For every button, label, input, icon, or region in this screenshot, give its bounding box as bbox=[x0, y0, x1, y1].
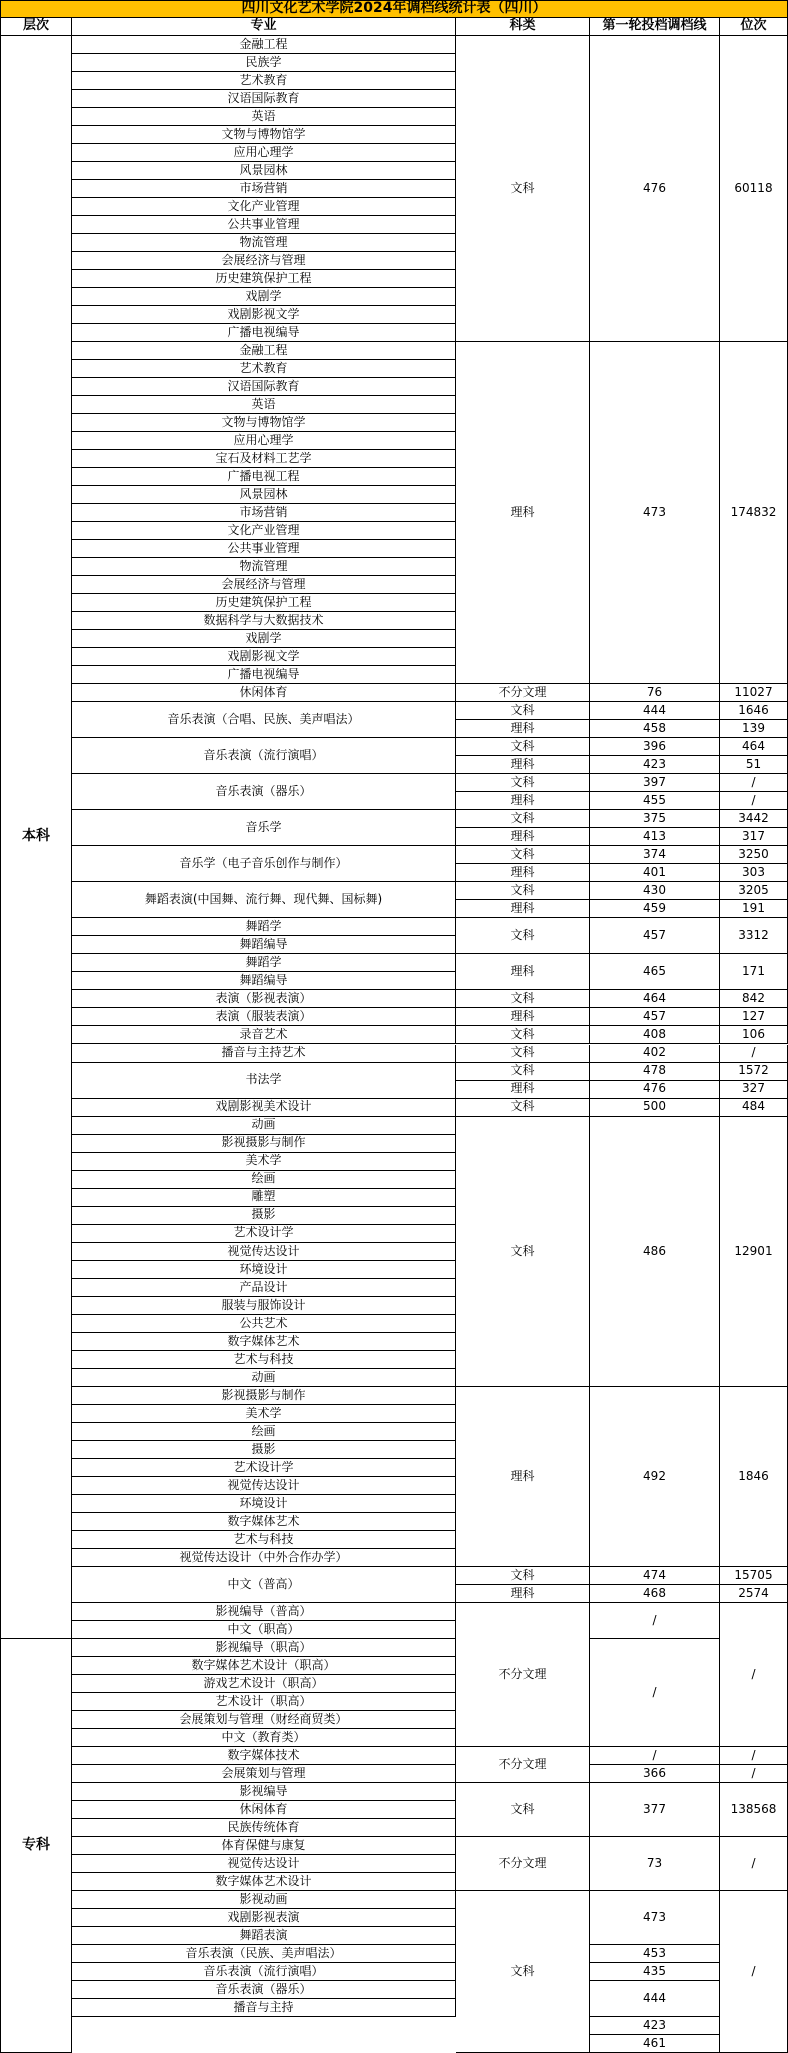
major-cell: 数据科学与大数据技术 bbox=[72, 612, 456, 630]
category-cell: 文科 bbox=[456, 918, 590, 954]
rank-cell: 60118 bbox=[720, 36, 788, 342]
category-cell: 理科 bbox=[456, 756, 590, 774]
score-cell: 375 bbox=[590, 810, 720, 828]
score-cell: 453 bbox=[590, 1945, 720, 1963]
major-cell: 广播电视工程 bbox=[72, 468, 456, 486]
major-cell: 物流管理 bbox=[72, 558, 456, 576]
category-cell: 文科 bbox=[456, 882, 590, 900]
category-cell: 文科 bbox=[456, 1045, 590, 1063]
major-cell: 公共事业管理 bbox=[72, 216, 456, 234]
major-cell: 书法学 bbox=[72, 1063, 456, 1099]
rank-cell: 106 bbox=[720, 1026, 788, 1044]
major-cell: 英语 bbox=[72, 396, 456, 414]
rank-cell: 191 bbox=[720, 900, 788, 918]
rank-cell: 3205 bbox=[720, 882, 788, 900]
rank-cell: 464 bbox=[720, 738, 788, 756]
rank-cell: 1572 bbox=[720, 1063, 788, 1081]
score-cell: 366 bbox=[590, 1765, 720, 1783]
major-cell: 金融工程 bbox=[72, 342, 456, 360]
rank-cell: / bbox=[720, 1837, 788, 1891]
rank-cell: 139 bbox=[720, 720, 788, 738]
major-cell: 音乐表演（民族、美声唱法） bbox=[72, 1945, 456, 1963]
score-cell: 73 bbox=[590, 1837, 720, 1891]
category-cell: 文科 bbox=[456, 702, 590, 720]
score-cell: 423 bbox=[590, 756, 720, 774]
major-cell: 绘画 bbox=[72, 1171, 456, 1189]
major-cell: 音乐表演（器乐） bbox=[72, 774, 456, 810]
major-cell: 数字媒体艺术 bbox=[72, 1513, 456, 1531]
major-cell: 体育保健与康复 bbox=[72, 1837, 456, 1855]
major-cell: 中文（普高） bbox=[72, 1567, 456, 1603]
major-cell: 市场营销 bbox=[72, 504, 456, 522]
category-cell: 理科 bbox=[456, 342, 590, 684]
major-cell: 舞蹈学 bbox=[72, 954, 456, 972]
major-cell: 数字媒体技术 bbox=[72, 1747, 456, 1765]
rank-cell: 1846 bbox=[720, 1387, 788, 1567]
category-cell: 文科 bbox=[456, 1063, 590, 1081]
score-cell: 401 bbox=[590, 864, 720, 882]
major-cell: 数字媒体艺术 bbox=[72, 1333, 456, 1351]
rank-cell: 174832 bbox=[720, 342, 788, 684]
major-cell: 视觉传达设计 bbox=[72, 1243, 456, 1261]
major-cell: 影视编导（普高） bbox=[72, 1603, 456, 1621]
major-cell: 风景园林 bbox=[72, 162, 456, 180]
major-cell: 戏剧学 bbox=[72, 288, 456, 306]
major-cell: 动画 bbox=[72, 1369, 456, 1387]
major-cell: 播音与主持艺术 bbox=[72, 1045, 456, 1063]
major-cell: 艺术教育 bbox=[72, 72, 456, 90]
major-cell: 会展经济与管理 bbox=[72, 252, 456, 270]
category-cell: 理科 bbox=[456, 1081, 590, 1099]
major-cell: 音乐表演（流行演唱） bbox=[72, 1963, 456, 1981]
major-cell: 视觉传达设计 bbox=[72, 1855, 456, 1873]
category-cell: 理科 bbox=[456, 828, 590, 846]
rank-cell: 3312 bbox=[720, 918, 788, 954]
score-cell: 464 bbox=[590, 990, 720, 1008]
score-cell: 457 bbox=[590, 1008, 720, 1026]
rank-cell: / bbox=[720, 774, 788, 792]
rank-cell: 171 bbox=[720, 954, 788, 990]
category-cell: 不分文理 bbox=[456, 1747, 590, 1783]
score-cell: 397 bbox=[590, 774, 720, 792]
score-cell: 486 bbox=[590, 1117, 720, 1387]
major-cell: 应用心理学 bbox=[72, 144, 456, 162]
category-cell: 不分文理 bbox=[456, 1837, 590, 1891]
major-cell: 戏剧影视表演 bbox=[72, 1909, 456, 1927]
major-cell: 汉语国际教育 bbox=[72, 90, 456, 108]
category-cell: 文科 bbox=[456, 1099, 590, 1117]
level-benke: 本科 bbox=[0, 36, 72, 1639]
score-cell: 458 bbox=[590, 720, 720, 738]
major-cell: 音乐表演（器乐） bbox=[72, 1981, 456, 1999]
major-cell: 美术学 bbox=[72, 1405, 456, 1423]
rank-cell: / bbox=[720, 1891, 788, 2053]
major-cell: 舞蹈编导 bbox=[72, 936, 456, 954]
major-cell: 绘画 bbox=[72, 1423, 456, 1441]
major-cell: 民族学 bbox=[72, 54, 456, 72]
score-cell: 473 bbox=[590, 342, 720, 684]
major-cell: 服装与服饰设计 bbox=[72, 1297, 456, 1315]
major-cell: 音乐学（电子音乐创作与制作） bbox=[72, 846, 456, 882]
rank-cell: 138568 bbox=[720, 1783, 788, 1837]
major-cell: 数字媒体艺术设计（职高） bbox=[72, 1657, 456, 1675]
category-cell: 文科 bbox=[456, 1783, 590, 1837]
major-cell: 艺术教育 bbox=[72, 360, 456, 378]
category-cell: 文科 bbox=[456, 1026, 590, 1044]
category-cell: 理科 bbox=[456, 900, 590, 918]
rank-cell: 2574 bbox=[720, 1585, 788, 1603]
major-cell: 历史建筑保护工程 bbox=[72, 594, 456, 612]
major-cell: 民族传统体育 bbox=[72, 1819, 456, 1837]
score-cell: 396 bbox=[590, 738, 720, 756]
major-cell: 影视摄影与制作 bbox=[72, 1135, 456, 1153]
category-cell: 文科 bbox=[456, 1891, 590, 2053]
major-cell: 舞蹈表演 bbox=[72, 1927, 456, 1945]
score-cell: / bbox=[590, 1603, 720, 1639]
major-cell: 播音与主持 bbox=[72, 1999, 456, 2017]
major-cell: 会展策划与管理 bbox=[72, 1765, 456, 1783]
score-cell: 423 bbox=[590, 2017, 720, 2035]
major-cell: 文物与博物馆学 bbox=[72, 126, 456, 144]
major-cell: 广播电视编导 bbox=[72, 324, 456, 342]
major-cell: 艺术与科技 bbox=[72, 1531, 456, 1549]
rank-cell: 842 bbox=[720, 990, 788, 1008]
category-cell: 不分文理 bbox=[456, 1603, 590, 1747]
score-cell: 435 bbox=[590, 1963, 720, 1981]
major-cell: 游戏艺术设计（职高） bbox=[72, 1675, 456, 1693]
major-cell: 表演（影视表演） bbox=[72, 990, 456, 1008]
major-cell: 市场营销 bbox=[72, 180, 456, 198]
major-cell: 产品设计 bbox=[72, 1279, 456, 1297]
category-cell: 不分文理 bbox=[456, 684, 590, 702]
rank-cell: 11027 bbox=[720, 684, 788, 702]
category-cell: 文科 bbox=[456, 738, 590, 756]
major-cell: 音乐表演（流行演唱） bbox=[72, 738, 456, 774]
major-cell: 动画 bbox=[72, 1117, 456, 1135]
score-cell: 500 bbox=[590, 1099, 720, 1117]
major-cell: 艺术设计学 bbox=[72, 1459, 456, 1477]
header-level: 层次 bbox=[0, 18, 72, 36]
score-cell: 478 bbox=[590, 1063, 720, 1081]
rank-cell: 3250 bbox=[720, 846, 788, 864]
score-cell: / bbox=[590, 1639, 720, 1747]
major-cell: 公共艺术 bbox=[72, 1315, 456, 1333]
major-cell: 视觉传达设计（中外合作办学） bbox=[72, 1549, 456, 1567]
header-major: 专业 bbox=[72, 18, 456, 36]
major-cell: 影视动画 bbox=[72, 1891, 456, 1909]
score-cell: 76 bbox=[590, 684, 720, 702]
rank-cell: 127 bbox=[720, 1008, 788, 1026]
category-cell: 文科 bbox=[456, 990, 590, 1008]
category-cell: 文科 bbox=[456, 36, 590, 342]
score-cell: 459 bbox=[590, 900, 720, 918]
rank-cell: 303 bbox=[720, 864, 788, 882]
category-cell: 理科 bbox=[456, 720, 590, 738]
score-cell: 476 bbox=[590, 36, 720, 342]
major-cell: 摄影 bbox=[72, 1207, 456, 1225]
major-cell: 影视编导（职高） bbox=[72, 1639, 456, 1657]
rank-cell: 51 bbox=[720, 756, 788, 774]
major-cell: 视觉传达设计 bbox=[72, 1477, 456, 1495]
score-cell: 430 bbox=[590, 882, 720, 900]
header-category: 科类 bbox=[456, 18, 590, 36]
score-cell: 444 bbox=[590, 1981, 720, 2017]
category-cell: 文科 bbox=[456, 1117, 590, 1387]
major-cell: 美术学 bbox=[72, 1153, 456, 1171]
major-cell: 戏剧影视文学 bbox=[72, 306, 456, 324]
score-cell: 465 bbox=[590, 954, 720, 990]
major-cell: 音乐表演（合唱、民族、美声唱法） bbox=[72, 702, 456, 738]
rank-cell: / bbox=[720, 1603, 788, 1747]
major-cell: 戏剧影视美术设计 bbox=[72, 1099, 456, 1117]
major-cell: 艺术与科技 bbox=[72, 1351, 456, 1369]
major-cell: 表演（服装表演） bbox=[72, 1008, 456, 1026]
rank-cell: 327 bbox=[720, 1081, 788, 1099]
rank-cell: 484 bbox=[720, 1099, 788, 1117]
score-cell: 408 bbox=[590, 1026, 720, 1044]
score-cell: 444 bbox=[590, 702, 720, 720]
header-rank: 位次 bbox=[720, 18, 788, 36]
major-cell: 文化产业管理 bbox=[72, 198, 456, 216]
category-cell: 理科 bbox=[456, 954, 590, 990]
major-cell: 舞蹈学 bbox=[72, 918, 456, 936]
rank-cell: / bbox=[720, 792, 788, 810]
major-cell: 雕塑 bbox=[72, 1189, 456, 1207]
major-cell: 文物与博物馆学 bbox=[72, 414, 456, 432]
category-cell: 文科 bbox=[456, 1567, 590, 1585]
major-cell: 戏剧影视文学 bbox=[72, 648, 456, 666]
score-cell: 473 bbox=[590, 1891, 720, 1945]
major-cell: 环境设计 bbox=[72, 1261, 456, 1279]
major-cell: 广播电视编导 bbox=[72, 666, 456, 684]
table-title: 四川文化艺术学院2024年调档线统计表（四川） bbox=[0, 0, 788, 18]
major-cell: 音乐学 bbox=[72, 810, 456, 846]
major-cell: 金融工程 bbox=[72, 36, 456, 54]
major-cell: 中文（职高） bbox=[72, 1621, 456, 1639]
rank-cell: 12901 bbox=[720, 1117, 788, 1387]
major-cell: 英语 bbox=[72, 108, 456, 126]
category-cell: 文科 bbox=[456, 846, 590, 864]
score-cell: 474 bbox=[590, 1567, 720, 1585]
major-cell: 文化产业管理 bbox=[72, 522, 456, 540]
major-cell: 艺术设计学 bbox=[72, 1225, 456, 1243]
major-cell: 历史建筑保护工程 bbox=[72, 270, 456, 288]
major-cell: 休闲体育 bbox=[72, 684, 456, 702]
rank-cell: 1646 bbox=[720, 702, 788, 720]
major-cell: 舞蹈表演(中国舞、流行舞、现代舞、国标舞) bbox=[72, 882, 456, 918]
major-cell: 影视编导 bbox=[72, 1783, 456, 1801]
major-cell: 录音艺术 bbox=[72, 1026, 456, 1044]
score-cell: 413 bbox=[590, 828, 720, 846]
category-cell: 理科 bbox=[456, 1008, 590, 1026]
rank-cell: / bbox=[720, 1747, 788, 1765]
rank-cell: / bbox=[720, 1765, 788, 1783]
score-cell: 492 bbox=[590, 1387, 720, 1567]
major-cell: 戏剧学 bbox=[72, 630, 456, 648]
score-cell: 455 bbox=[590, 792, 720, 810]
score-cell: 402 bbox=[590, 1045, 720, 1063]
score-cell: 461 bbox=[590, 2035, 720, 2053]
category-cell: 理科 bbox=[456, 1387, 590, 1567]
score-cell: 457 bbox=[590, 918, 720, 954]
major-cell: 汉语国际教育 bbox=[72, 378, 456, 396]
major-cell: 摄影 bbox=[72, 1441, 456, 1459]
rank-cell: 15705 bbox=[720, 1567, 788, 1585]
category-cell: 理科 bbox=[456, 1585, 590, 1603]
category-cell: 文科 bbox=[456, 774, 590, 792]
score-cell: 476 bbox=[590, 1081, 720, 1099]
rank-cell: 3442 bbox=[720, 810, 788, 828]
major-cell: 风景园林 bbox=[72, 486, 456, 504]
major-cell: 中文（教育类） bbox=[72, 1729, 456, 1747]
major-cell: 公共事业管理 bbox=[72, 540, 456, 558]
major-cell: 艺术设计（职高） bbox=[72, 1693, 456, 1711]
category-cell: 文科 bbox=[456, 810, 590, 828]
score-cell: 468 bbox=[590, 1585, 720, 1603]
header-score: 第一轮投档调档线 bbox=[590, 18, 720, 36]
score-cell: 377 bbox=[590, 1783, 720, 1837]
major-cell: 会展策划与管理（财经商贸类） bbox=[72, 1711, 456, 1729]
major-cell: 影视摄影与制作 bbox=[72, 1387, 456, 1405]
major-cell: 数字媒体艺术设计 bbox=[72, 1873, 456, 1891]
major-cell: 会展经济与管理 bbox=[72, 576, 456, 594]
major-cell: 舞蹈编导 bbox=[72, 972, 456, 990]
score-cell: 374 bbox=[590, 846, 720, 864]
rank-cell: 317 bbox=[720, 828, 788, 846]
major-cell: 应用心理学 bbox=[72, 432, 456, 450]
score-cell: / bbox=[590, 1747, 720, 1765]
rank-cell: / bbox=[720, 1045, 788, 1063]
level-zhuanke: 专科 bbox=[0, 1639, 72, 2053]
category-cell: 理科 bbox=[456, 792, 590, 810]
major-cell: 物流管理 bbox=[72, 234, 456, 252]
major-cell: 宝石及材料工艺学 bbox=[72, 450, 456, 468]
major-cell: 休闲体育 bbox=[72, 1801, 456, 1819]
major-cell: 环境设计 bbox=[72, 1495, 456, 1513]
category-cell: 理科 bbox=[456, 864, 590, 882]
